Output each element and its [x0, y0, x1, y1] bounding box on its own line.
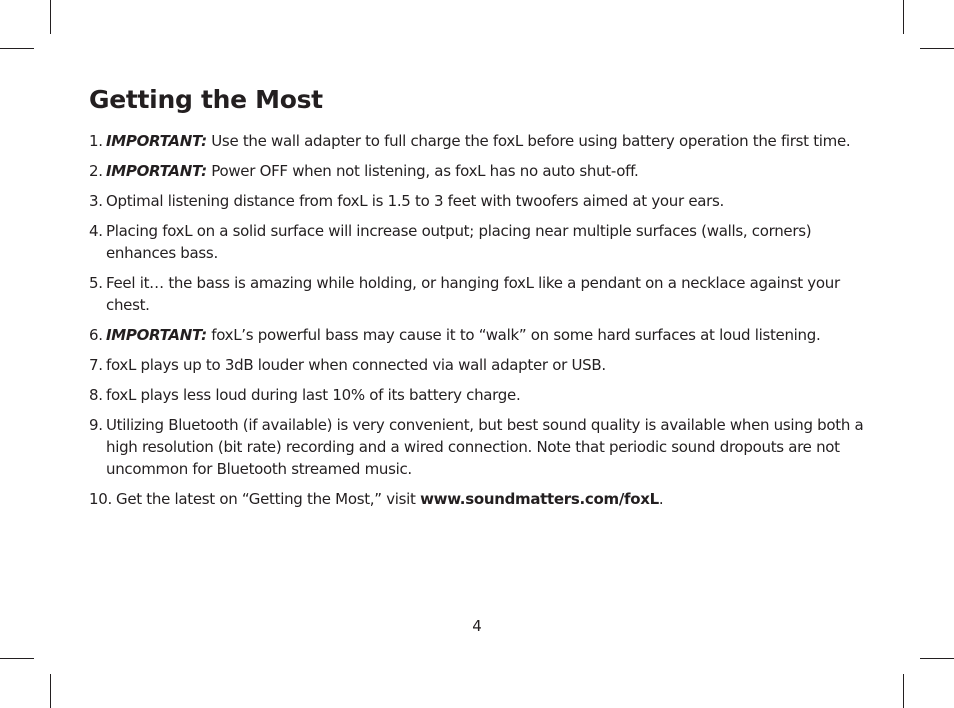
important-label: IMPORTANT:: [106, 132, 207, 150]
crop-mark: [0, 48, 34, 49]
crop-mark: [50, 674, 51, 708]
item-text: Get the latest on “Getting the Most,” visit: [116, 490, 421, 508]
item-number: 2.: [89, 162, 103, 180]
list-item: [89, 488, 879, 510]
item-text: Placing foxL on a solid surface will increase output; placing near multiple surfaces (walls, corners) enhances bass.: [106, 222, 812, 262]
item-text: Utilizing Bluetooth (if available) is very convenient, but best sound quality is available when using both a high resolution (bit rate) recording and a wired connection. Note that periodic sound dropouts are not uncommon for Bluetooth streamed music.: [106, 416, 864, 478]
list-item: [89, 272, 879, 316]
item-number: 5.: [89, 274, 103, 292]
item-number: 1.: [89, 132, 103, 150]
item-text: Power OFF when not listening, as foxL has no auto shut-off.: [206, 162, 639, 180]
page-number: 4: [472, 617, 482, 635]
item-text: Feel it… the bass is amazing while holding, or hanging foxL like a pendant on a necklace against your chest.: [106, 274, 840, 314]
important-label: IMPORTANT:: [106, 326, 207, 344]
crop-mark: [920, 658, 954, 659]
crop-mark: [920, 48, 954, 49]
item-number: 9.: [89, 416, 103, 434]
list-item: [89, 324, 879, 346]
crop-mark: [50, 0, 51, 34]
crop-mark: [903, 674, 904, 708]
item-text: foxL plays up to 3dB louder when connected via wall adapter or USB.: [106, 356, 606, 374]
list-item: [89, 130, 879, 152]
important-label: IMPORTANT:: [106, 162, 207, 180]
list-item: [89, 190, 879, 212]
item-text: Use the wall adapter to full charge the foxL before using battery operation the first time.: [206, 132, 851, 150]
item-number: 8.: [89, 386, 103, 404]
item-number: 6.: [89, 326, 103, 344]
list-item: [89, 414, 879, 480]
item-number: 3.: [89, 192, 103, 210]
list-item: [89, 384, 879, 406]
item-number: 4.: [89, 222, 103, 240]
item-number: 10.: [89, 490, 112, 508]
list-item: [89, 220, 879, 264]
tips-list: [89, 130, 879, 518]
crop-mark: [903, 0, 904, 34]
list-item: [89, 354, 879, 376]
item-text: foxL plays less loud during last 10% of its battery charge.: [106, 386, 521, 404]
website-link[interactable]: www.soundmatters.com/foxL: [420, 490, 659, 508]
page-title: Getting the Most: [89, 85, 323, 114]
item-text: foxL’s powerful bass may cause it to “walk” on some hard surfaces at loud listening.: [206, 326, 821, 344]
item-number: 7.: [89, 356, 103, 374]
item-text: Optimal listening distance from foxL is 1.5 to 3 feet with twoofers aimed at your ears.: [106, 192, 725, 210]
item-text-tail: .: [658, 490, 664, 508]
list-item: [89, 160, 879, 182]
crop-mark: [0, 658, 34, 659]
